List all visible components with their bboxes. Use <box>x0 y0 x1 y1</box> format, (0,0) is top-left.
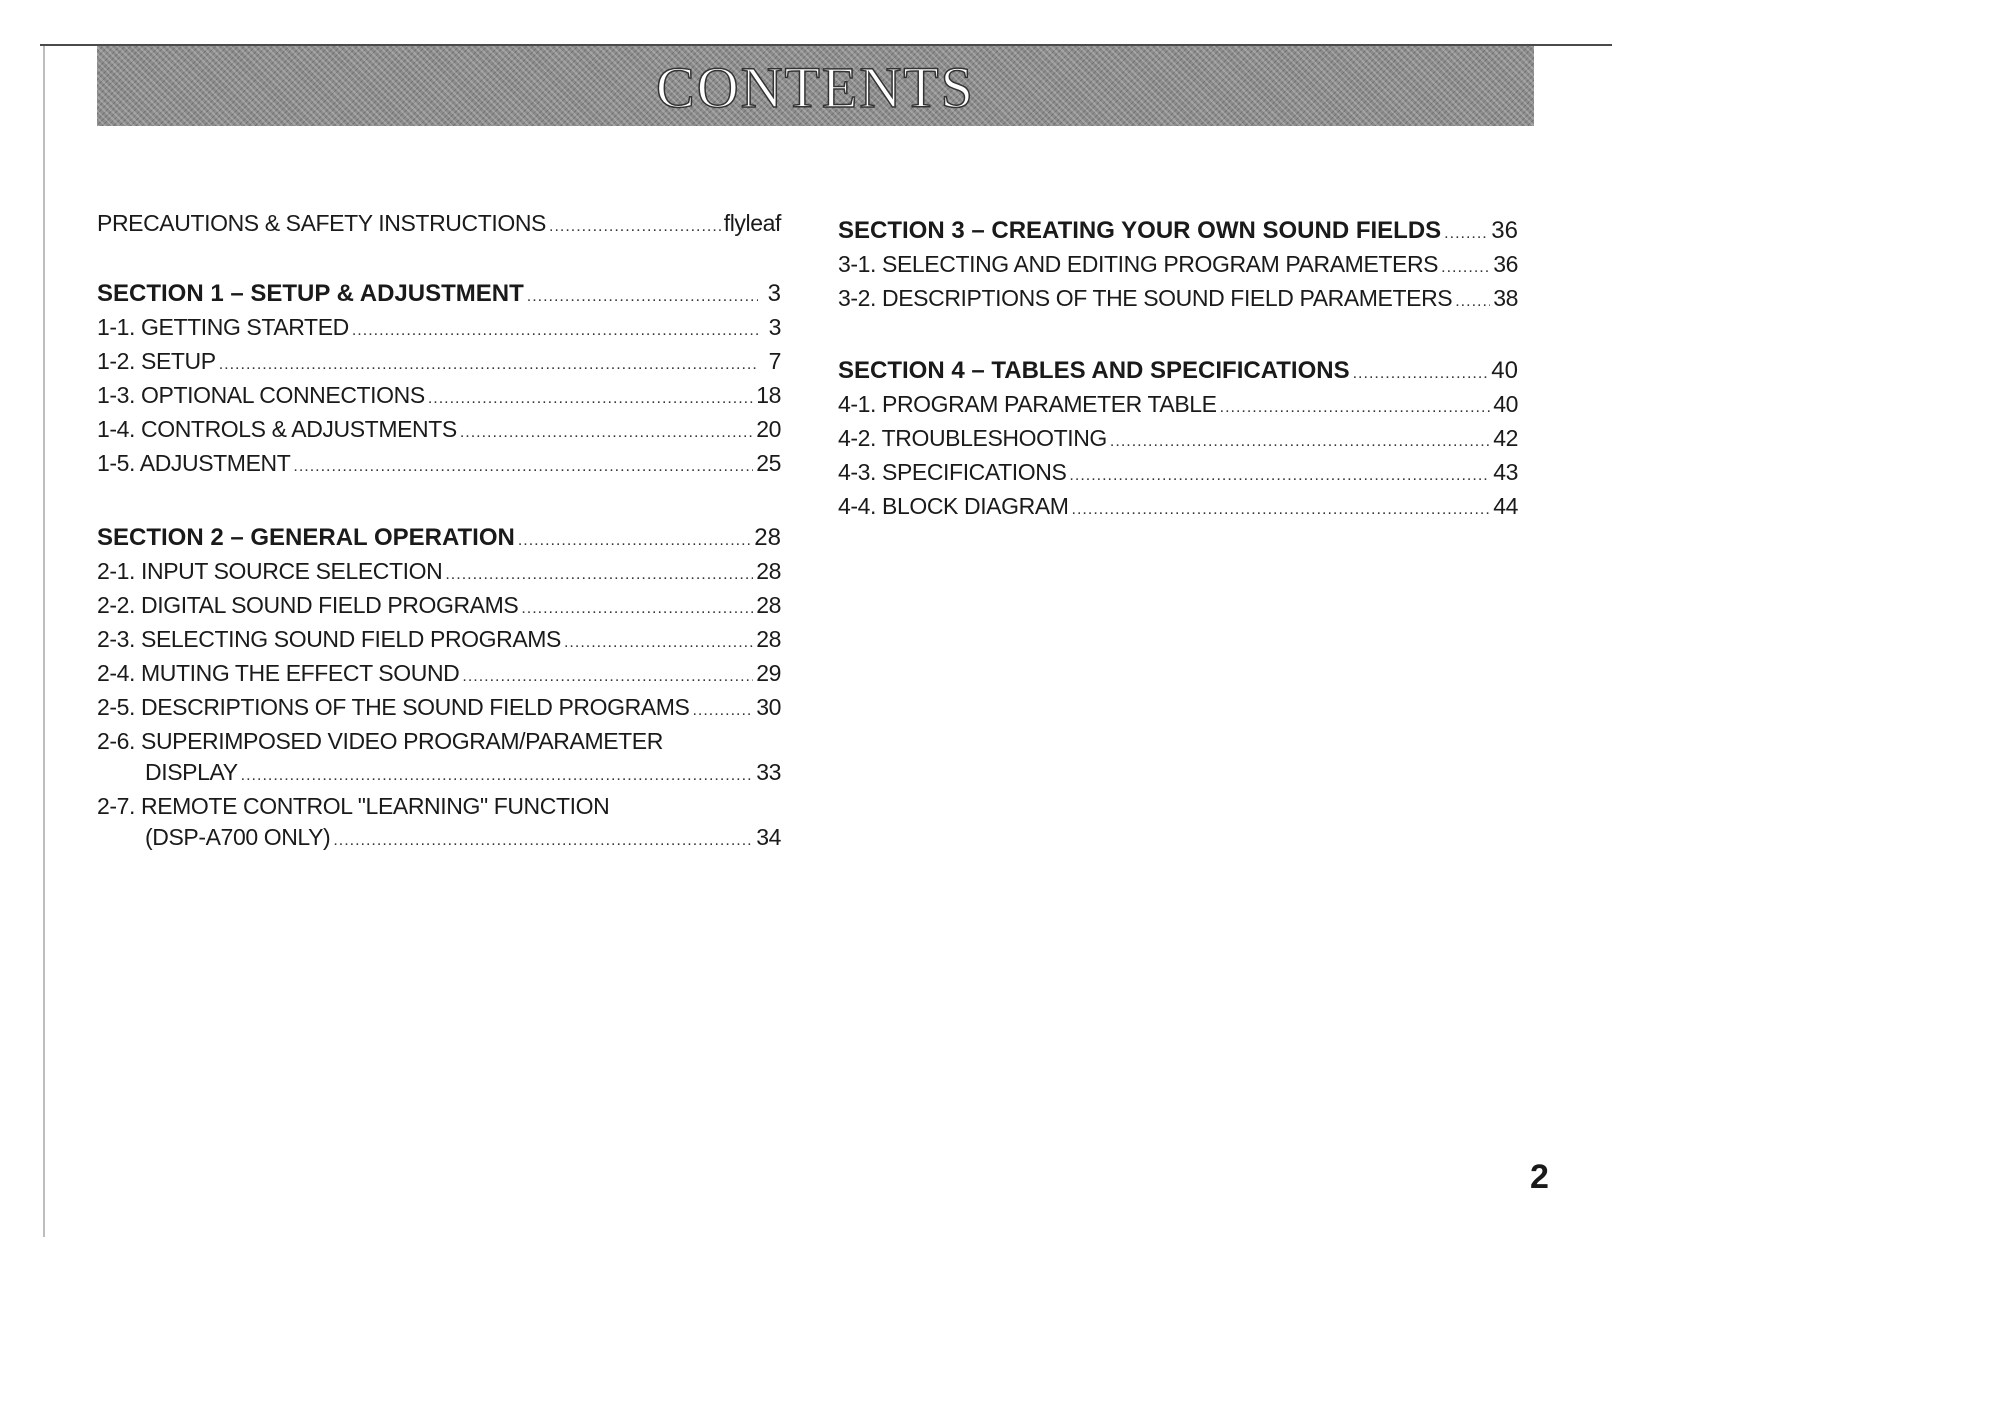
dot-leader <box>1353 358 1489 389</box>
toc-entry-label: 4-2. TROUBLESHOOTING <box>838 425 1107 451</box>
toc-entry-page: 30 <box>756 694 781 720</box>
toc-entry-2-4[interactable] <box>97 658 781 692</box>
toc-entry-label: 2-2. DIGITAL SOUND FIELD PROGRAMS <box>97 592 519 618</box>
toc-entry-label-cont: (DSP-A700 ONLY) <box>145 824 331 850</box>
toc-entry-2-1[interactable] <box>97 556 781 590</box>
toc-section-label: SECTION 2 – GENERAL OPERATION <box>97 524 515 551</box>
toc-entry-page: 28 <box>754 524 781 551</box>
toc-entry-page: 43 <box>1493 459 1518 485</box>
dot-leader <box>428 383 753 414</box>
toc-entry-page: 36 <box>1491 217 1518 244</box>
dot-leader <box>1444 218 1488 249</box>
dot-leader <box>1110 426 1490 457</box>
toc-entry-4-2[interactable] <box>838 423 1518 457</box>
toc-entry-label: 2-6. SUPERIMPOSED VIDEO PROGRAM/PARAMETER <box>97 728 663 754</box>
toc-section-4-heading[interactable] <box>838 355 1518 389</box>
toc-entry-label: 4-3. SPECIFICATIONS <box>838 459 1067 485</box>
toc-entry-4-1[interactable] <box>838 389 1518 423</box>
dot-leader <box>352 315 758 346</box>
dot-leader <box>521 593 753 624</box>
toc-entry-1-3[interactable] <box>97 380 781 414</box>
toc-entry-precautions[interactable] <box>97 208 781 242</box>
toc-entry-page: 29 <box>756 660 781 686</box>
toc-entry-continuation <box>97 822 781 856</box>
toc-entry-label: 2-4. MUTING THE EFFECT SOUND <box>97 660 460 686</box>
dot-leader <box>527 281 758 312</box>
toc-entry-page: 28 <box>756 558 781 584</box>
toc-section-1-heading[interactable] <box>97 278 781 312</box>
dot-leader <box>549 211 721 242</box>
dot-leader <box>692 695 753 726</box>
toc-entry-1-5[interactable] <box>97 448 781 482</box>
toc-entry-1-4[interactable] <box>97 414 781 448</box>
toc-section-label: SECTION 4 – TABLES AND SPECIFICATIONS <box>838 357 1350 384</box>
toc-section-3-heading[interactable] <box>838 215 1518 249</box>
dot-leader <box>460 417 753 448</box>
toc-entry-label-cont: DISPLAY <box>145 759 238 785</box>
toc-section-label: SECTION 3 – CREATING YOUR OWN SOUND FIELDS <box>838 217 1442 244</box>
toc-entry-page: 40 <box>1491 357 1518 384</box>
toc-entry-3-1[interactable] <box>838 249 1518 283</box>
toc-entry-4-3[interactable] <box>838 457 1518 491</box>
toc-entry-page: 44 <box>1493 493 1518 519</box>
toc-entry-label: 3-2. DESCRIPTIONS OF THE SOUND FIELD PARAMETERS <box>838 285 1453 311</box>
toc-entry-label: 1-5. ADJUSTMENT <box>97 450 291 476</box>
toc-entry-page: 28 <box>756 592 781 618</box>
dot-leader <box>1069 460 1490 491</box>
toc-entry-page: flyleaf <box>723 210 781 236</box>
toc-entry-label: 1-1. GETTING STARTED <box>97 314 349 340</box>
toc-entry-page: 38 <box>1493 285 1518 311</box>
dot-leader <box>293 451 753 482</box>
toc-entry-page: 33 <box>756 759 781 785</box>
dot-leader <box>219 349 758 380</box>
toc-entry-label: 2-1. INPUT SOURCE SELECTION <box>97 558 443 584</box>
dot-leader <box>445 559 753 590</box>
toc-section-2-heading[interactable] <box>97 522 781 556</box>
dot-leader <box>1455 286 1490 317</box>
toc-entry-page: 7 <box>768 348 781 374</box>
toc-entry-1-2[interactable] <box>97 346 781 380</box>
toc-entry-label: 3-1. SELECTING AND EDITING PROGRAM PARAMETERS <box>838 251 1439 277</box>
dot-leader <box>564 627 753 658</box>
toc-entry-label: 4-4. BLOCK DIAGRAM <box>838 493 1069 519</box>
toc-entry-page: 40 <box>1493 391 1518 417</box>
toc-section-label: SECTION 1 – SETUP & ADJUSTMENT <box>97 280 524 307</box>
dot-leader <box>518 525 751 556</box>
toc-right-column <box>838 215 1518 525</box>
dot-leader <box>462 661 753 692</box>
toc-entry-page: 28 <box>756 626 781 652</box>
toc-entry-label: 1-4. CONTROLS & ADJUSTMENTS <box>97 416 457 442</box>
toc-entry-label: 1-2. SETUP <box>97 348 216 374</box>
page-number: 2 <box>1530 1158 1549 1196</box>
toc-entry-page: 3 <box>767 280 781 307</box>
toc-entry-page: 18 <box>756 382 781 408</box>
toc-entry-label: 4-1. PROGRAM PARAMETER TABLE <box>838 391 1217 417</box>
dot-leader <box>241 760 754 791</box>
dot-leader <box>1072 494 1491 525</box>
toc-entry-2-5[interactable] <box>97 692 781 726</box>
toc-entry-page: 25 <box>756 450 781 476</box>
toc-entry-3-2[interactable] <box>838 283 1518 317</box>
toc-entry-2-2[interactable] <box>97 590 781 624</box>
toc-entry-label: PRECAUTIONS & SAFETY INSTRUCTIONS <box>97 210 546 236</box>
page-margin-rule <box>43 44 45 1237</box>
toc-entry-page: 20 <box>756 416 781 442</box>
toc-entry-page: 34 <box>756 824 781 850</box>
toc-left-column <box>97 208 781 856</box>
toc-entry-page: 3 <box>768 314 781 340</box>
toc-entry-2-3[interactable] <box>97 624 781 658</box>
toc-entry-label: 2-5. DESCRIPTIONS OF THE SOUND FIELD PROGRAMS <box>97 694 690 720</box>
dot-leader <box>333 825 753 856</box>
toc-entry-page: 36 <box>1493 251 1518 277</box>
dot-leader <box>1220 392 1491 423</box>
toc-entry-label: 2-7. REMOTE CONTROL "LEARNING" FUNCTION <box>97 793 610 819</box>
contents-banner <box>97 46 1534 126</box>
toc-entry-2-7[interactable] <box>97 791 781 856</box>
toc-entry-4-4[interactable] <box>838 491 1518 525</box>
toc-entry-label: 1-3. OPTIONAL CONNECTIONS <box>97 382 425 408</box>
page-title: CONTENTS <box>656 55 975 120</box>
toc-entry-label: 2-3. SELECTING SOUND FIELD PROGRAMS <box>97 626 561 652</box>
toc-entry-continuation <box>97 757 781 791</box>
toc-entry-page: 42 <box>1493 425 1518 451</box>
toc-entry-1-1[interactable] <box>97 312 781 346</box>
dot-leader <box>1441 252 1490 283</box>
toc-entry-2-6[interactable] <box>97 726 781 791</box>
